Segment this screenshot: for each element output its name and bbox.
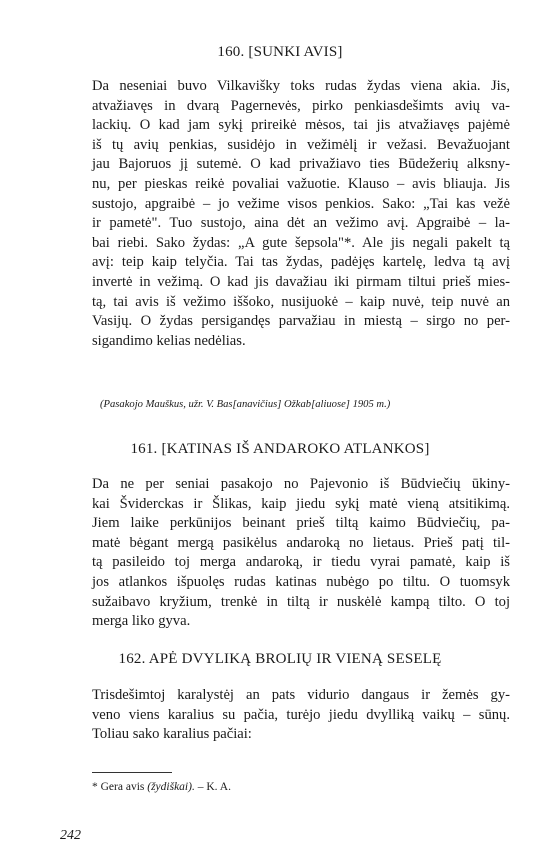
story-160-title: 160. [SUNKI AVIS] (217, 44, 343, 60)
text-line: Toliau sako karalius pačiai: (92, 726, 252, 743)
text-line: sigandimo kelias nedėlias. (92, 332, 246, 349)
footnote-attribution: – K. A. (197, 781, 231, 793)
text-line: avį: teip kaip telyčia. Tai tas žydas, padėjęs kartelę, ledva tą avį (92, 254, 510, 271)
text-line: Da ne per seniai pasakojo no Pajevonio iš Būdviečių ūkiny- (92, 476, 510, 492)
text-line: Da neseniai buvo Vilkavišky toks rudas žydas viena akia. Jis, (92, 78, 510, 94)
footnote-italic: (žydiškai). (147, 781, 195, 793)
text-line: sustojo, apgraibė – jo vežime visos penkios. Sako: „Tai kas vežė (92, 195, 510, 212)
footnote-rule (92, 772, 172, 773)
story-161-text (92, 475, 510, 632)
text-line: nu, per pieskas reikė povaliai važuotie. Klauso – avis bliauja. Jis (92, 175, 510, 192)
story-160-text (92, 77, 510, 351)
text-line: sužaibavo kryžium, trenkė in tiltą ir nuskėlė kampą tilto. O toj (92, 593, 510, 610)
text-line: merga liko gyva. (92, 613, 191, 630)
text-line: ir pametė". Tuo sustojo, aina dėt an vežimo avį. Apgraibė – la- (92, 215, 510, 232)
text-line: matė bėgant mergą pasikėlus andaroką no lietaus. Prieš patį til- (92, 534, 510, 551)
story-161-title: 161. [KATINAS IŠ ANDAROKO ATLANKOS] (130, 441, 430, 457)
text-line: Trisdešimtoj karalystėj an pats vidurio dangaus ir žemės gy- (92, 687, 510, 703)
text-line: tą, tai avis iš vežimo iššoko, nusijuokė – kaip nuvė, teip nuvė an (92, 293, 510, 310)
text-line: jos atlankos išpuolęs rudas katinas nubėgo po tiltu. O tuomsyk (92, 573, 510, 590)
footnote-marker: * (92, 781, 98, 793)
text-line: kai Šviderckas ir Šlikas, kaip jiedu sykį matė vieną atsitikimą. (92, 495, 510, 512)
text-line: Vasijų. O žydas persigandęs parvažiau in miestą – sirgo no per- (92, 313, 510, 330)
text-line: atvažiavęs in dvarą Pagernevės, pirko penkiasdešimts avių va- (92, 97, 510, 114)
text-line: iš tų avių penkias, susidėjo in vežimėlį ir vežasi. Bevažuojant (92, 136, 510, 153)
text-line: jau Bajoruos jį sutemė. O kad privažiavo ties Būdežerių alksny- (92, 156, 510, 173)
text-line: veno viens karalius su pačia, turėjo jiedu dvylliką vaikų – sūnų. (92, 706, 510, 723)
text-line: lackių. O kad jam sykį prireikė mėsos, tai jis atvažiavęs pajėmė (92, 117, 510, 134)
footnote-text: Gera avis (100, 781, 145, 793)
text-line: tą pasileido toj merga andaroką, ir tiedu vyrai pamatė, kaip iš (92, 554, 510, 571)
story-162-title: 162. APĖ DVYLIKĄ BROLIŲ IR VIENĄ SESELĘ (118, 651, 442, 667)
text-line: bai riebi. Sako žydas: „A gute šepsola"*. Ale jis negali pakelt tą (92, 234, 510, 251)
story-162-text (92, 686, 510, 745)
story-160-source: (Pasakojo Mauškus, užr. V. Bas[anavičius] Ožkab[aliuose] 1905 m.) (100, 399, 391, 410)
text-line: invertė in vežimą. O kad jis davažiau iki pirmam tiltui prieš mies- (92, 273, 510, 290)
page-number: 242 (60, 828, 81, 843)
footnote (92, 781, 231, 793)
text-line: Jiem laike perkūnijos beinant prieš tiltą kaimo Būdviečių, pa- (92, 515, 510, 532)
